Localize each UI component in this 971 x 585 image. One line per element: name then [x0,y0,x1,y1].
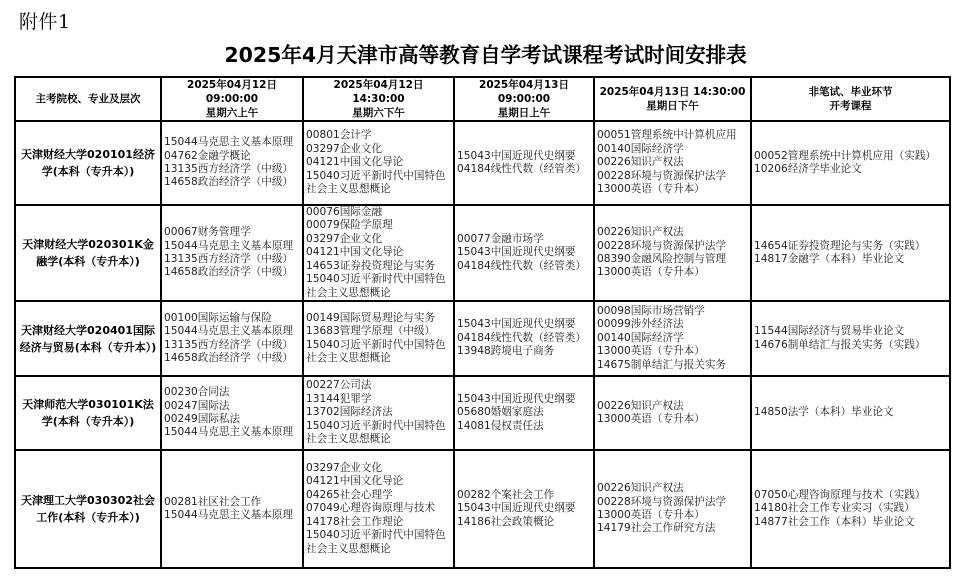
course-item: 13702国际经济法 [306,406,393,419]
course-item: 03297企业文化 [306,462,383,475]
course-item: 15043中国近现代史纲要 [457,318,576,331]
course-item: 15040习近平新时代中国特色 [306,338,446,351]
course-item: 00228环境与资源保护法学 [597,495,727,508]
courses-cell-sat-pm [303,121,454,205]
courses-cell-non-written [751,301,950,376]
courses-cell-sun-pm [594,205,751,301]
course-item: 00230合同法 [164,386,230,399]
course-item: 00100国际运输与保险 [164,311,272,324]
courses-cell-sun-am [454,450,594,568]
courses-cell-sat-pm [303,205,454,301]
course-item: 14850法学（本科）毕业论文 [754,406,894,419]
courses-cell-sat-am [161,205,303,301]
course-item: 07050心理咨询原理与技术（实践） [754,488,926,501]
courses-cell-non-written [751,376,950,450]
course-item: 00051管理系统中计算机应用 [597,129,737,142]
header-text: 开考课程 [829,100,872,112]
course-item: 10206经济学毕业论文 [754,163,862,175]
course-item: 13683管理学原理（中级） [306,325,436,338]
courses-cell-sat-pm [303,301,454,376]
course-item: 14675制单结汇与报关实务 [597,358,727,371]
courses-cell-sun-am [454,205,594,301]
course-item: 00067财务管理学 [164,226,251,239]
course-item: 04184线性代数（经管类） [457,331,587,344]
course-item: 08390金融风险控制与管理 [597,253,727,265]
course-item: 15040习近平新时代中国特色 [306,169,446,182]
header-sun-pm [594,77,751,121]
courses-cell-non-written [751,205,950,301]
course-item: 03297企业文化 [306,142,383,155]
course-item: 15040习近平新时代中国特色 [306,529,446,542]
course-item: 14186社会政策概论 [457,515,555,528]
page-title: 2025年4月天津市高等教育自学考试课程考试时间安排表 [224,43,747,67]
course-item: 07049心理咨询原理与技术 [306,502,436,515]
header-text: 非笔试、毕业环节 [808,86,893,98]
course-item: 00099涉外经济法 [597,318,684,331]
course-item: 15044马克思主义基本原理 [164,239,294,252]
course-item: 00149国际贸易理论与实务 [306,311,436,324]
course-item: 00247国际法 [164,399,230,412]
course-item: 00228环境与资源保护法学 [597,239,727,252]
course-item: 14654证券投资理论与实务（实践） [754,239,926,252]
courses-cell-non-written [751,121,950,205]
course-item: 13000英语（专升本） [597,509,705,521]
course-item: 00052管理系统中计算机应用（实践） [754,149,937,162]
course-item: 05680婚姻家庭法 [457,406,544,419]
table-row [15,301,950,376]
course-item: 00249国际私法 [164,413,241,425]
school-major-cell: 天津财经大学020401国际经济与贸易(本科（专升本）) [15,301,161,376]
course-item: 14178社会工作理论 [306,515,404,528]
course-item: 03297企业文化 [306,232,383,245]
course-item: 社会主义思想概论 [306,286,391,299]
course-item: 00077金融市场学 [457,232,544,245]
course-item: 15044马克思主义基本原理 [164,509,294,521]
courses-cell-sat-am [161,376,303,450]
header-date: 2025年04月13日 14:30:00 [599,86,746,98]
table-header-row [15,77,950,121]
course-item: 13135西方经济学（中级） [164,253,294,265]
header-session: 星期六下午 [352,107,405,119]
course-item: 04762金融学概论 [164,149,251,162]
header-text: 主考院校、专业及层次 [35,93,141,105]
course-item: 社会主义思想概论 [306,433,391,446]
table-row [15,205,950,301]
courses-cell-sat-pm [303,450,454,568]
courses-cell-sun-pm [594,121,751,205]
course-item: 15043中国近现代史纲要 [457,246,576,259]
header-sat-am [161,77,303,121]
courses-cell-sun-pm [594,376,751,450]
exam-schedule-table [14,76,951,569]
course-item: 13000英语（专升本） [597,413,705,425]
course-item: 00227公司法 [306,379,372,392]
table-row [15,121,950,205]
table-row [15,376,950,450]
course-item: 社会主义思想概论 [306,183,391,196]
school-major-cell: 天津财经大学020301K金融学(本科（专升本）) [15,205,161,301]
course-item: 00098国际市场营销学 [597,304,705,317]
course-item: 15043中国近现代史纲要 [457,392,576,405]
course-item: 14081侵权责任法 [457,419,544,432]
courses-cell-sun-pm [594,301,751,376]
course-item: 13135西方经济学（中级） [164,163,294,175]
course-item: 14180社会工作专业实习（实践） [754,502,915,515]
courses-cell-sun-am [454,376,594,450]
header-school-major [15,77,161,121]
course-item: 04184线性代数（经管类） [457,163,587,175]
header-sun-am [454,77,594,121]
header-date: 2025年04月13日 09:00:00 [479,79,569,105]
course-item: 14877社会工作（本科）毕业论文 [754,515,915,528]
course-item: 15044马克思主义基本原理 [164,426,294,439]
school-major-cell: 天津财经大学020101经济学(本科（专升本）) [15,121,161,205]
course-item: 04121中国文化导论 [306,246,404,259]
course-item: 04121中国文化导论 [306,156,404,169]
course-item: 14817金融学（本科）毕业论文 [754,253,905,265]
courses-cell-sat-am [161,450,303,568]
course-item: 04184线性代数（经管类） [457,259,587,272]
school-major-cell: 天津理工大学030302社会工作(本科（专升本）) [15,450,161,568]
courses-cell-sat-pm [303,376,454,450]
course-item: 13000英语（专升本） [597,345,705,358]
course-item: 14676制单结汇与报关实务（实践） [754,338,926,351]
course-item: 04121中国文化导论 [306,475,404,488]
header-session: 星期日下午 [646,100,699,112]
table-row [15,450,950,568]
course-item: 11544国际经济与贸易毕业论文 [754,325,905,338]
course-item: 00282个案社会工作 [457,488,555,501]
course-item: 14658政治经济学（中级） [164,351,294,364]
courses-cell-sun-pm [594,450,751,568]
course-item: 00226知识产权法 [597,156,684,169]
course-item: 15044马克思主义基本原理 [164,325,294,338]
courses-cell-sat-am [161,301,303,376]
course-item: 00226知识产权法 [597,226,684,239]
header-non-written [751,77,950,121]
course-item: 13000英语（专升本） [597,266,705,279]
header-session: 星期六上午 [205,107,259,119]
course-item: 社会主义思想概论 [306,542,391,555]
course-item: 00226知识产权法 [597,482,684,495]
course-item: 14179社会工作研究方法 [597,522,716,535]
course-item: 00076国际金融 [306,206,383,219]
course-item: 13948跨境电子商务 [457,345,555,358]
course-item: 13135西方经济学（中级） [164,338,294,351]
school-major-cell: 天津师范大学030101K法学(本科（专升本）) [15,376,161,450]
course-item: 社会主义思想概论 [306,351,391,364]
header-session: 星期日上午 [497,107,551,119]
course-item: 13144犯罪学 [306,392,372,405]
courses-cell-sun-am [454,121,594,205]
course-item: 00281社区社会工作 [164,495,262,508]
course-item: 15040习近平新时代中国特色 [306,419,446,432]
course-item: 04265社会心理学 [306,488,393,501]
courses-cell-sun-am [454,301,594,376]
course-item: 15043中国近现代史纲要 [457,502,576,515]
header-date: 2025年04月12日 14:30:00 [333,79,424,105]
header-sat-pm [303,77,454,121]
course-item: 15043中国近现代史纲要 [457,149,576,162]
course-item: 14658政治经济学（中级） [164,176,294,189]
course-item: 00801会计学 [306,129,372,142]
course-item: 14658政治经济学（中级） [164,266,294,279]
course-item: 00140国际经济学 [597,331,684,344]
course-item: 15044马克思主义基本原理 [164,136,294,149]
attachment-label: 附件1 [19,11,71,33]
course-item: 14653证券投资理论与实务 [306,259,436,272]
course-item: 00079保险学原理 [306,219,393,232]
course-item: 00226知识产权法 [597,399,684,412]
course-item: 15040习近平新时代中国特色 [306,273,446,286]
courses-cell-non-written [751,450,950,568]
course-item: 00228环境与资源保护法学 [597,169,727,182]
header-date: 2025年04月12日 09:00:00 [187,79,277,105]
course-item: 00140国际经济学 [597,142,684,155]
courses-cell-sat-am [161,121,303,205]
course-item: 13000英语（专升本） [597,183,705,196]
